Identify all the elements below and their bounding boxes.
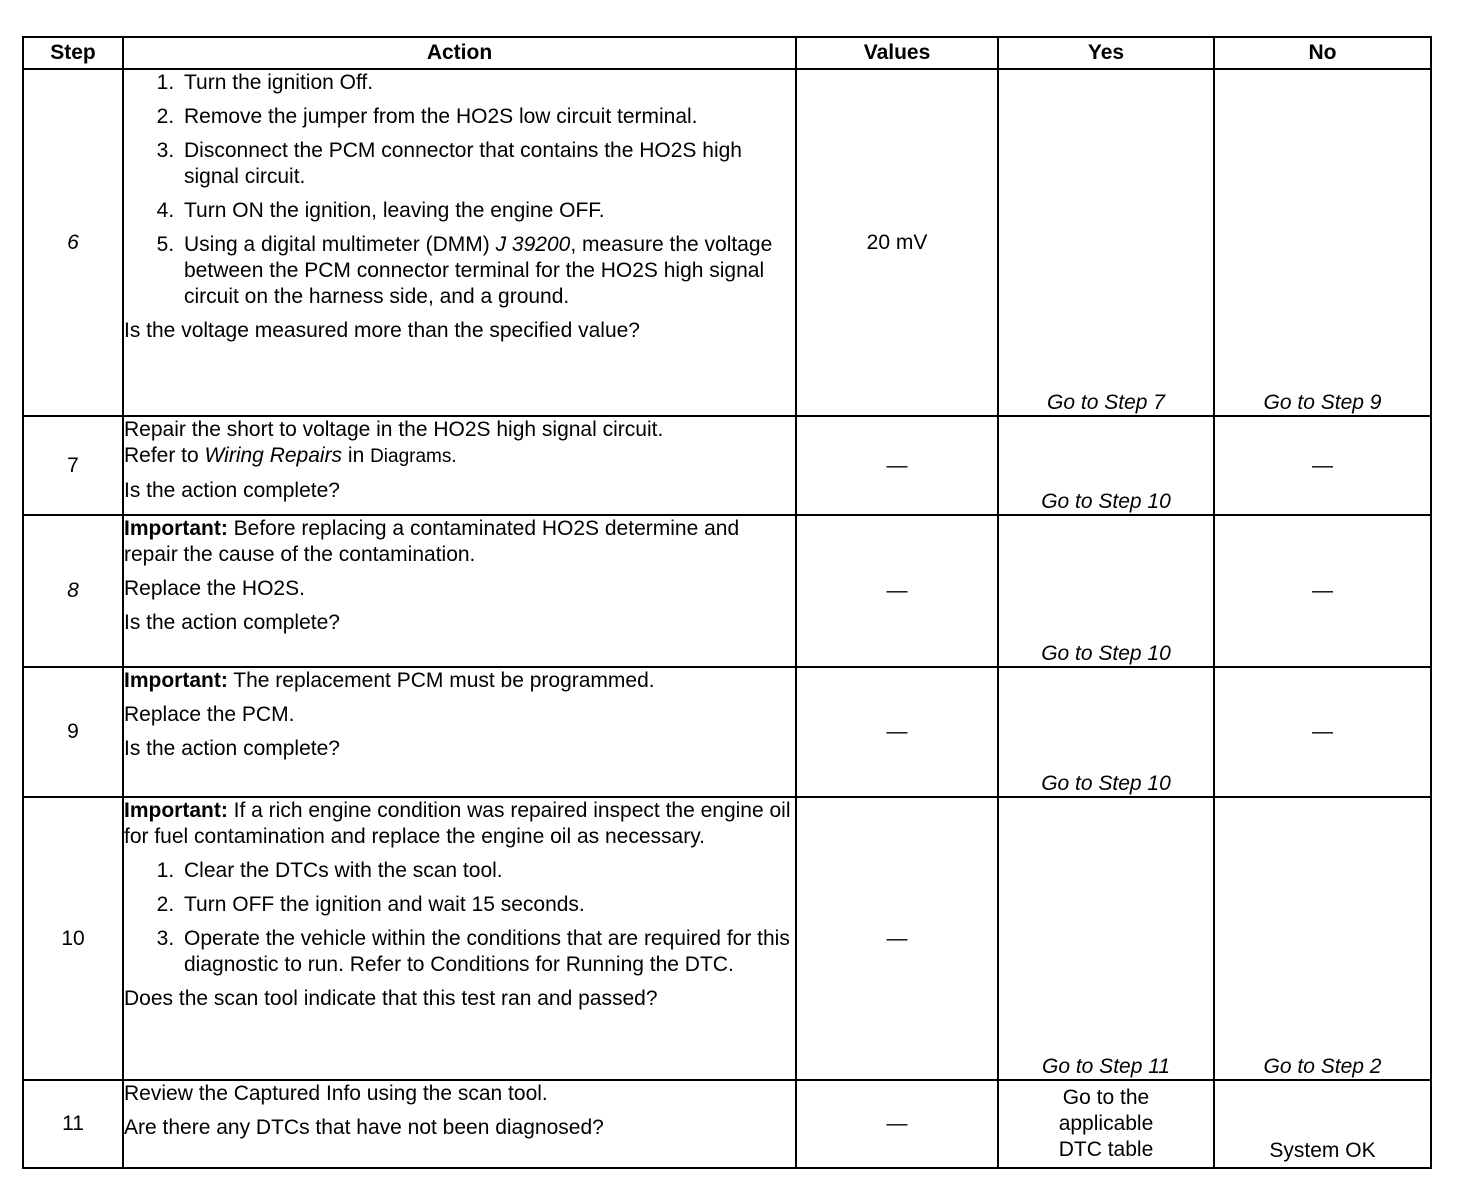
question-text: Are there any DTCs that have not been diagnosed? [124,1116,604,1139]
question-text: Is the voltage measured more than the specified value? [124,319,640,342]
action-line: Replace the HO2S. [124,577,305,600]
important-label: Important: [124,799,228,822]
list-item: 2. Turn OFF the ignition and wait 15 seconds. [180,892,795,918]
diagrams-link[interactable]: Diagrams. [370,446,457,467]
action-cell [123,515,796,667]
value-cell: — [796,667,998,797]
step-number: 10 [23,797,123,1080]
tool-number: J 39200 [495,233,571,256]
question-text: Is the action complete? [124,737,340,760]
action-line: Review the Captured Info using the scan tool. [124,1082,548,1105]
no-value: System OK [1214,1080,1431,1168]
no-link[interactable]: Go to Step 9 [1214,69,1431,416]
action-list [124,858,795,978]
table-row-step-11 [23,1080,1431,1168]
item-text: Using a digital multimeter (DMM) [184,233,496,256]
header-no: No [1214,37,1431,69]
no-value: — [1214,667,1431,797]
value-cell: 20 mV [796,69,998,416]
diagnostic-table [22,36,1432,1169]
wiring-repairs-link[interactable]: Wiring Repairs [204,444,343,467]
list-item: 2. Remove the jumper from the HO2S low circuit terminal. [180,104,795,130]
header-step: Step [23,37,123,69]
question-text: Is the action complete? [124,611,340,634]
step-number: 8 [23,515,123,667]
action-cell [123,667,796,797]
important-text: If a rich engine condition was repaired inspect the engine oil for fuel contamination and replace the engine oil as necessary. [124,799,791,848]
action-text [124,417,795,470]
no-value: — [1214,416,1431,515]
value-cell: — [796,1080,998,1168]
header-values: Values [796,37,998,69]
action-cell [123,1080,796,1168]
question-text: Does the scan tool indicate that this test ran and passed? [124,987,658,1010]
header-yes: Yes [998,37,1214,69]
yes-link[interactable]: Go to Step 10 [998,416,1214,515]
no-link[interactable]: Go to Step 2 [1214,797,1431,1080]
important-note [124,798,795,850]
list-item [180,232,795,310]
important-text: The replacement PCM must be programmed. [227,669,655,692]
refer-text: in [342,444,371,467]
value-cell: — [796,515,998,667]
important-label: Important: [124,517,228,540]
important-note [124,516,795,568]
important-text: Before replacing a contaminated HO2S determine and repair the cause of the contamination. [124,517,740,566]
yes-link[interactable]: Go to Step 11 [998,797,1214,1080]
list-item: 3. Operate the vehicle within the conditions that are required for this diagnostic to run. Refer to Conditions for Running the DTC. [180,926,795,978]
value-cell: — [796,797,998,1080]
list-item: 1. Clear the DTCs with the scan tool. [180,858,795,884]
list-item: 4. Turn ON the ignition, leaving the engine OFF. [180,198,795,224]
yes-link[interactable]: Go to Step 7 [998,69,1214,416]
item-text: , measure the voltage between the PCM connector terminal for the HO2S high signal circuit on the harness side, and a ground. [184,233,773,308]
action-cell [123,416,796,515]
list-item: 3. Disconnect the PCM connector that contains the HO2S high signal circuit. [180,138,795,190]
action-line: Repair the short to voltage in the HO2S high signal circuit. [124,418,664,441]
step-number: 9 [23,667,123,797]
header-row [23,37,1431,69]
list-item: 1. Turn the ignition Off. [180,70,795,96]
table-row-step-10 [23,797,1431,1080]
action-line: Replace the PCM. [124,703,295,726]
question-text: Is the action complete? [124,479,340,502]
step-number: 6 [23,69,123,416]
table-row-step-6 [23,69,1431,416]
yes-link[interactable]: Go to the applicable DTC table [998,1080,1214,1168]
table-row-step-8 [23,515,1431,667]
table-row-step-9 [23,667,1431,797]
no-value: — [1214,515,1431,667]
refer-text: Refer to [124,444,205,467]
table-row-step-7 [23,416,1431,515]
yes-link[interactable]: Go to Step 10 [998,667,1214,797]
action-list [124,70,795,310]
value-cell: — [796,416,998,515]
action-cell [123,797,796,1080]
header-action: Action [123,37,796,69]
step-number: 7 [23,416,123,515]
important-label: Important: [124,669,228,692]
yes-link[interactable]: Go to Step 10 [998,515,1214,667]
step-number: 11 [23,1080,123,1168]
action-cell [123,69,796,416]
important-note [124,668,795,694]
